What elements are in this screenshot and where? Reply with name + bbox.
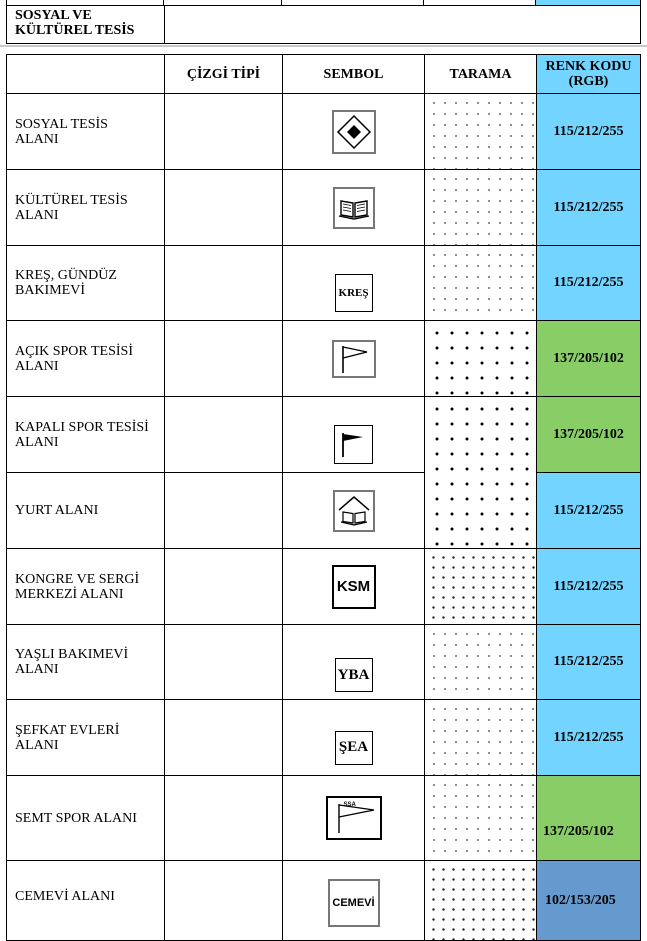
row-color-code: 115/212/255 bbox=[537, 625, 641, 700]
row-name: CEMEVİ ALANI bbox=[7, 861, 165, 941]
row-name: KÜLTÜREL TESİS ALANI bbox=[7, 170, 165, 246]
row-line-type bbox=[165, 473, 283, 549]
row-line-type bbox=[165, 549, 283, 625]
row-color-code: 137/205/102 bbox=[537, 776, 641, 861]
row-line-type bbox=[165, 170, 283, 246]
row-color-code: 115/212/255 bbox=[537, 94, 641, 170]
row-symbol bbox=[283, 473, 425, 549]
house-book-icon bbox=[333, 490, 375, 532]
row-name: KONGRE VE SERGİ MERKEZİ ALANI bbox=[7, 549, 165, 625]
page-separator bbox=[0, 45, 647, 47]
filled-flag-icon bbox=[334, 425, 373, 464]
row-pattern bbox=[425, 700, 537, 776]
previous-table-fragment bbox=[6, 0, 640, 43]
outline-flag-icon bbox=[332, 340, 376, 378]
table-row bbox=[7, 246, 641, 321]
row-color-code: 115/212/255 bbox=[537, 170, 641, 246]
row-pattern bbox=[425, 625, 537, 700]
row-color-code: 115/212/255 bbox=[537, 473, 641, 549]
header-symbol: SEMBOL bbox=[283, 55, 425, 94]
row-line-type bbox=[165, 700, 283, 776]
row-pattern bbox=[425, 94, 537, 170]
row-name: SEMT SPOR ALANI bbox=[7, 776, 165, 861]
legend-table bbox=[6, 54, 641, 941]
row-line-type bbox=[165, 397, 283, 473]
row-color-code: 115/212/255 bbox=[537, 549, 641, 625]
header-pattern: TARAMA bbox=[425, 55, 537, 94]
kres-symbol: KREŞ bbox=[335, 274, 373, 312]
row-line-type bbox=[165, 861, 283, 941]
table-row bbox=[7, 625, 641, 700]
table-row bbox=[7, 861, 641, 941]
header-name bbox=[7, 55, 165, 94]
yba-symbol: YBA bbox=[335, 658, 373, 692]
ssa-flag-icon: SSA bbox=[326, 796, 382, 840]
row-symbol bbox=[283, 321, 425, 397]
row-pattern bbox=[425, 321, 537, 397]
row-pattern bbox=[425, 397, 537, 549]
row-symbol bbox=[283, 170, 425, 246]
row-line-type bbox=[165, 94, 283, 170]
row-name: AÇIK SPOR TESİSİ ALANI bbox=[7, 321, 165, 397]
row-symbol bbox=[283, 776, 425, 861]
row-pattern bbox=[425, 549, 537, 625]
row-symbol bbox=[283, 861, 425, 941]
row-symbol bbox=[283, 246, 425, 321]
table-row bbox=[7, 397, 641, 473]
cemevi-symbol: CEMEVİ bbox=[328, 879, 380, 927]
row-name: KREŞ, GÜNDÜZ BAKIMEVİ bbox=[7, 246, 165, 321]
row-name: KAPALI SPOR TESİSİ ALANI bbox=[7, 397, 165, 473]
row-name: ŞEFKAT EVLERİ ALANI bbox=[7, 700, 165, 776]
row-line-type bbox=[165, 246, 283, 321]
row-pattern bbox=[425, 861, 537, 941]
row-symbol bbox=[283, 549, 425, 625]
section-title-row bbox=[6, 5, 641, 44]
row-pattern bbox=[425, 170, 537, 246]
row-color-code: 115/212/255 bbox=[537, 700, 641, 776]
table-row bbox=[7, 549, 641, 625]
header-line-type: ÇİZGİ TİPİ bbox=[165, 55, 283, 94]
table-row bbox=[7, 170, 641, 246]
row-name: YAŞLI BAKIMEVİ ALANI bbox=[7, 625, 165, 700]
row-symbol bbox=[283, 700, 425, 776]
table-row bbox=[7, 700, 641, 776]
table-row bbox=[7, 473, 641, 549]
row-symbol bbox=[283, 397, 425, 473]
header-row bbox=[7, 55, 641, 94]
row-color-code: 137/205/102 bbox=[537, 321, 641, 397]
row-symbol bbox=[283, 625, 425, 700]
header-color-code: RENK KODU (RGB) bbox=[537, 55, 641, 94]
row-color-code: 137/205/102 bbox=[537, 397, 641, 473]
table-row bbox=[7, 94, 641, 170]
sea-symbol: ŞEA bbox=[335, 731, 373, 765]
row-pattern bbox=[425, 246, 537, 321]
row-line-type bbox=[165, 776, 283, 861]
row-color-code: 115/212/255 bbox=[537, 246, 641, 321]
row-color-code: 102/153/205 bbox=[537, 861, 641, 941]
row-line-type bbox=[165, 321, 283, 397]
open-book-icon bbox=[333, 187, 375, 229]
table-row bbox=[7, 321, 641, 397]
section-title: SOSYAL VE KÜLTÜREL TESİS bbox=[15, 8, 135, 38]
table-row bbox=[7, 776, 641, 861]
row-pattern bbox=[425, 776, 537, 861]
row-name: SOSYAL TESİS ALANI bbox=[7, 94, 165, 170]
ksm-symbol: KSM bbox=[332, 565, 376, 609]
row-symbol bbox=[283, 94, 425, 170]
row-name: YURT ALANI bbox=[7, 473, 165, 549]
diamond-icon bbox=[332, 110, 376, 154]
row-line-type bbox=[165, 625, 283, 700]
